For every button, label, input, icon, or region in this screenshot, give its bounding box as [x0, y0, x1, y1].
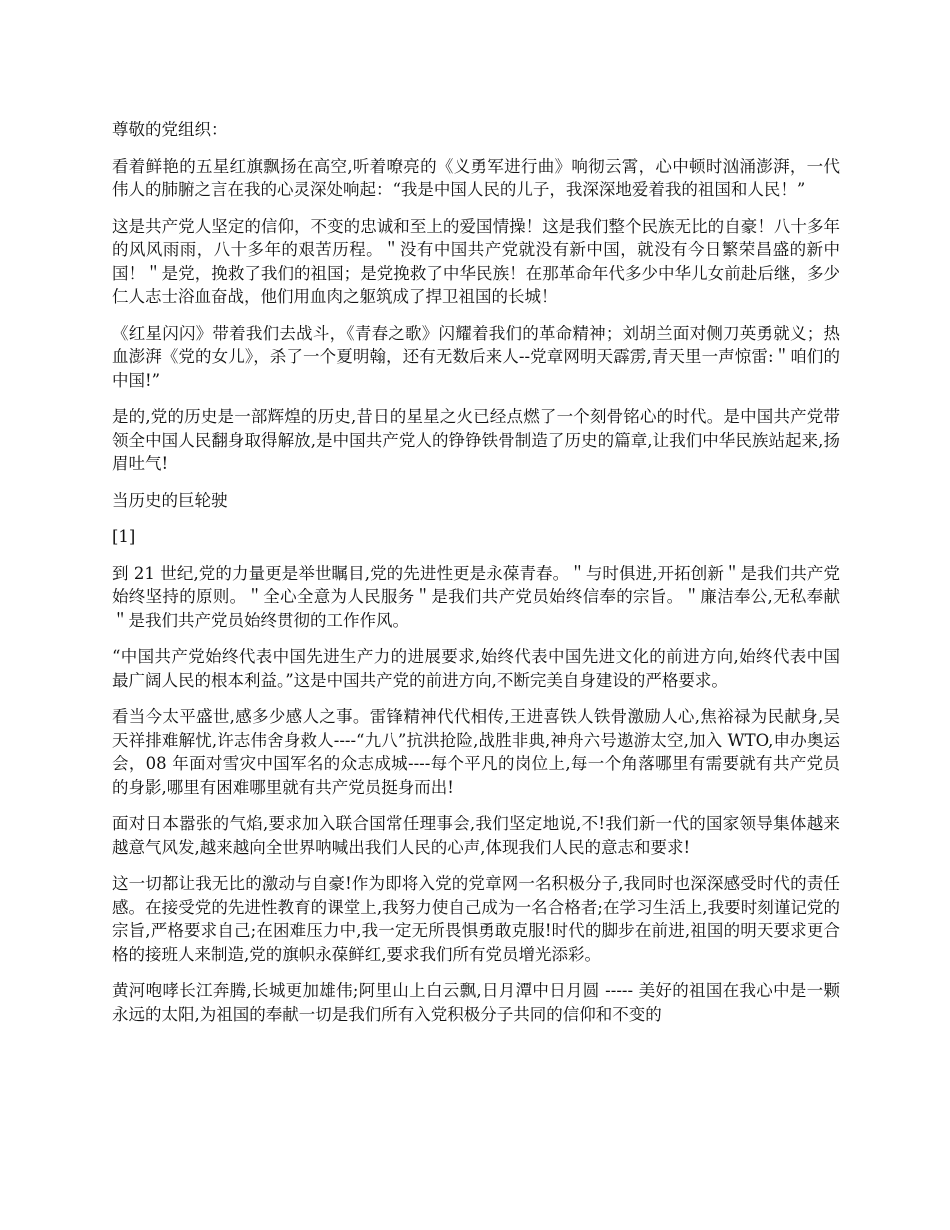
- paragraph: 这是共产党人坚定的信仰，不变的忠诚和至上的爱国情操！这是我们整个民族无比的自豪！八十多年的风风雨雨，八十多年的艰苦历程。＂没有中国共产党就没有新中国，就没有今日繁荣昌盛的新中国！＂是党，挽救了我们的祖国；是党挽救了中华民族！在那革命年代多少中华儿女前赴后继，多少仁人志士浴血奋战，他们用血肉之躯筑成了捍卫祖国的长城！: [112, 216, 840, 306]
- paragraph: 当历史的巨轮驶: [112, 490, 228, 510]
- paragraph: 看着鲜艳的五星红旗飘扬在高空,听着嘹亮的《义勇军进行曲》响彻云霄，心中顿时汹涌澎湃，一代伟人的肺腑之言在我的心灵深处响起：“我是中国人民的儿子，我深深地爱着我的祖国和人民！”: [112, 156, 840, 199]
- paragraph: 到 21 世纪,党的力量更是举世瞩目,党的先进性更是永葆青春。＂与时俱进,开拓创新＂是我们共产党始终坚持的原则。＂全心全意为人民服务＂是我们共产党员始终信奉的宗旨。＂廉洁奉公,无私奉献＂是我们共产党员始终贯彻的工作作风。: [112, 563, 840, 630]
- document-body: [112, 118, 840, 1039]
- paragraph: 《红星闪闪》带着我们去战斗，《青春之歌》闪耀着我们的革命精神；刘胡兰面对侧刀英勇就义；热血澎湃《党的女儿》，杀了一个夏明翰，还有无数后来人--党章网明天霹雳,青天里一声惊雷:＂咱们的中国!”: [112, 323, 840, 390]
- paragraph: 黄河咆哮长江奔腾,长城更加雄伟;阿里山上白云飘,日月潭中日月圆 ----- 美好的祖国在我心中是一颗永远的太阳,为祖国的奉献一切是我们所有入党积极分子共同的信仰和不变的: [112, 981, 840, 1024]
- paragraph: “中国共产党始终代表中国先进生产力的进展要求,始终代表中国先进文化的前进方向,始终代表中国最广阔人民的根本利益。”这是中国共产党的前进方向,不断完美自身建设的严格要求。: [112, 647, 840, 690]
- paragraph: 面对日本嚣张的气焰,要求加入联合国常任理事会,我们坚定地说,不!我们新一代的国家领导集体越来越意气风发,越来越向全世界呐喊出我们人民的心声,体现我们人民的意志和要求!: [112, 814, 840, 857]
- footnote-marker: [1]: [112, 527, 136, 546]
- salutation: 尊敬的党组织：: [112, 120, 228, 139]
- paragraph: 这一切都让我无比的激动与自豪!作为即将入党的党章网一名积极分子,我同时也深深感受时代的责任感。在接受党的先进性教育的课堂上,我努力使自己成为一名合格者;在学习生活上,我要时刻谨记党的宗旨,严格要求自己;在困难压力中,我一定无所畏惧勇敢克服!时代的脚步在前进,祖国的明天要求更合格的接班人来制造,党的旗帜永葆鲜红,要求我们所有党员增光添彩。: [112, 874, 840, 964]
- paragraph: 是的,党的历史是一部辉煌的历史,昔日的星星之火已经点燃了一个刻骨铭心的时代。是中国共产党带领全中国人民翻身取得解放,是中国共产党人的铮铮铁骨制造了历史的篇章,让我们中华民族站起来,扬眉吐气!: [112, 407, 840, 473]
- paragraph: 看当今太平盛世,感多少感人之事。雷锋精神代代相传,王进喜铁人铁骨激励人心,焦裕禄为民献身,吴天祥排难解忧,许志伟舍身救人----“九八”抗洪抢险,战胜非典,神舟六号遨游太空,加入 WTO,申办奥运会，08 年面对雪灾中国军名的众志成城----每个平凡的岗位上,每一个角落哪里有需要就有共产党员的身影,哪里有困难哪里就有共产党员挺身而出!: [112, 707, 840, 797]
